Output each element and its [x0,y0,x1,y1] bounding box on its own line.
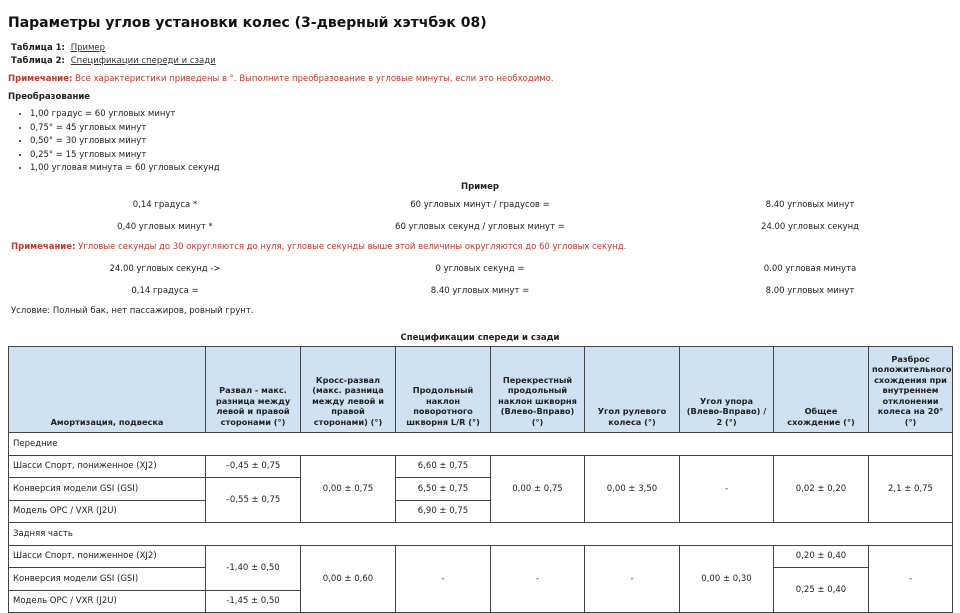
table-cell: –0,55 ± 0,75 [206,478,301,523]
example-cell: 0,40 угловых минут * [117,222,213,232]
conversion-list [14,108,220,176]
table-cell: Шасси Спорт, пониженное (XJ2) [9,455,206,478]
table-cell: –0,45 ± 0,75 [206,455,301,478]
example-row [0,264,960,276]
column-header: Развал - макс. разница между левой и правой сторонами (°) [206,347,301,433]
table-cell: - [396,545,491,613]
table-header-row [9,347,953,433]
toc-item [11,42,216,55]
toc-item [11,55,216,68]
table-row [9,455,953,478]
column-header: Кросс-развал (макс. разница между левой и правой сторонами) (°) [301,347,396,433]
table-cell: Модель OPC / VXR (J2U) [9,590,206,613]
conversion-heading: Преобразование [8,92,91,102]
table-cell: 0,20 ± 0,40 [774,545,869,568]
toc-link-specs[interactable]: Спецификации спереди и сзади [70,55,216,66]
example-cell: 8.40 угловых минут = [430,286,530,296]
example-cell: 60 угловых минут / градусов = [410,200,550,210]
table-cell: -1,40 ± 0,50 [206,545,301,590]
example-cell: 0.00 угловая минута [763,264,857,274]
table-cell: 0,02 ± 0,20 [774,455,869,523]
column-header: Общее схождение (°) [774,347,869,433]
note-label: Примечание: [8,74,73,84]
table-cell: - [680,455,774,523]
example-title: Пример [461,182,499,192]
spec-table-title: Спецификации спереди и сзади [400,333,560,343]
table-cell: 0,00 ± 0,30 [680,545,774,613]
column-header: Перекрестный продольный наклон шкворня (Влево-Вправо) (°) [491,347,585,433]
table-of-contents [11,42,216,67]
example-cell: 0 угловых секунд = [435,264,525,274]
table-cell: 6,90 ± 0,75 [396,500,491,523]
example-cell: 8.00 угловых минут [765,286,855,296]
table-cell: 6,50 ± 0,75 [396,478,491,501]
page-title: Параметры углов установки колес (3-дверный хэтчбэк 08) [8,15,487,31]
column-header: Угол упора (Влево-Вправо) / 2 (°) [680,347,774,433]
table-cell: 0,00 ± 3,50 [585,455,680,523]
section-label: Задняя часть [9,523,953,546]
toc-link-example[interactable]: Пример [70,43,106,53]
table-cell: 2,1 ± 0,75 [869,455,953,523]
list-item: • 1,00 угловая минута = 60 угловых секунд [30,162,220,176]
example-cell: 24.00 угловых секунд -> [109,264,221,274]
table-cell: 0,25 ± 0,40 [774,568,869,613]
table-cell: 6,60 ± 0,75 [396,455,491,478]
table-cell: Шасси Спорт, пониженное (XJ2) [9,545,206,568]
list-item: • 1,00 градус = 60 угловых минут [30,108,220,122]
note [11,242,626,252]
table-cell: - [585,545,680,613]
example-cell: 60 угловых секунд / угловых минут = [395,222,565,232]
note-text: Угловые секунды до 30 округляются до нуля, угловые секунды выше этой величины округляются до 60 угловых секунд. [78,242,627,252]
list-item: • 0,50° = 30 угловых минут [30,135,220,149]
example-cell: 0,14 градуса = [131,286,199,296]
table-cell: -1,45 ± 0,50 [206,590,301,613]
column-header: Угол рулевого колеса (°) [585,347,680,433]
toc-label: Таблица 1: [11,43,65,53]
column-header: Амортизация, подвеска [9,347,206,433]
section-label: Передние [9,433,953,456]
note [8,74,554,84]
table-cell: - [869,545,953,613]
section-row [9,433,953,456]
table-cell: Конверсия модели GSI (GSI) [9,568,206,591]
example-row [0,286,960,298]
note-label: Примечание: [11,242,76,252]
section-row [9,523,953,546]
table-cell: 0,00 ± 0,60 [301,545,396,613]
list-item: • 0,75° = 45 угловых минут [30,122,220,136]
column-header: Разброс положительного схождения при внутреннем отклонении колеса на 20° (°) [869,347,953,433]
note-text: Все характеристики приведены в °. Выполните преобразование в угловые минуты, если это необходимо. [75,74,554,84]
table-cell: Конверсия модели GSI (GSI) [9,478,206,501]
toc-label: Таблица 2: [11,55,65,66]
table-cell: Модель OPC / VXR (J2U) [9,500,206,523]
table-cell: 0,00 ± 0,75 [301,455,396,523]
example-cell: 8.40 угловых минут [765,200,855,210]
example-cell: 0,14 градуса * [132,200,198,210]
column-header: Продольный наклон поворотного шкворня L/R (°) [396,347,491,433]
table-cell: 0,00 ± 0,75 [491,455,585,523]
table-cell: - [491,545,585,613]
example-row [0,200,960,212]
example-cell: 24.00 угловых секунд [760,222,860,232]
spec-table [8,346,953,613]
example-row [0,222,960,234]
condition-text: Условие: Полный бак, нет пассажиров, ровный грунт. [11,306,254,316]
list-item: • 0,25° = 15 угловых минут [30,149,220,163]
table-row [9,545,953,568]
